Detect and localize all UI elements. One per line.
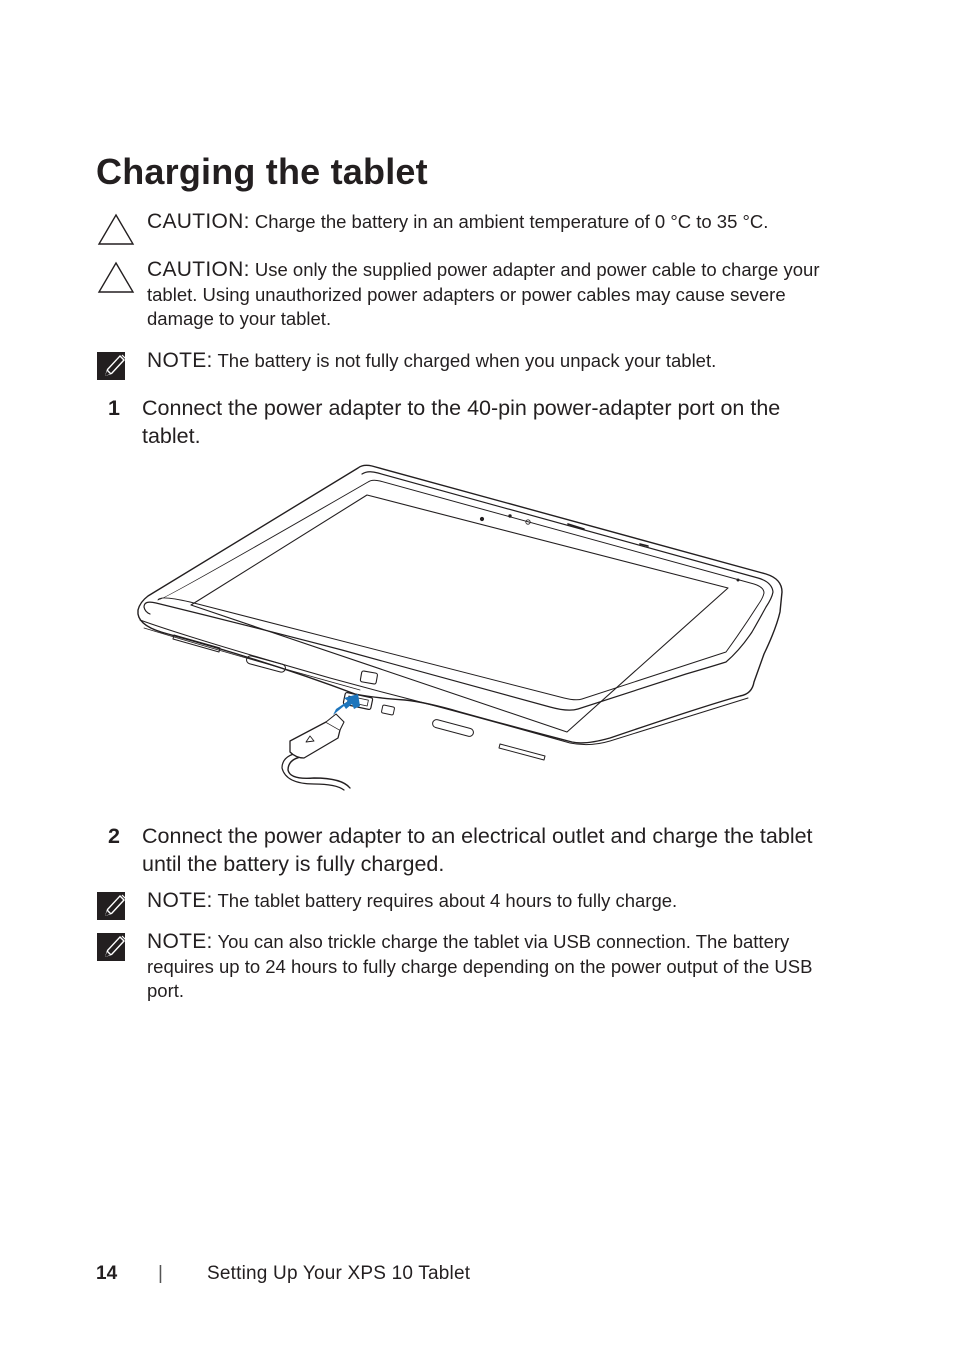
caution-triangle-icon [96,210,136,250]
footer-separator: | [158,1263,163,1284]
tablet-charging-illustration [130,462,795,797]
step-item [96,822,836,878]
insert-arrow-icon [333,694,360,715]
notice-label: CAUTION: [147,258,250,281]
notice-label: NOTE: [147,930,213,953]
step-number: 2 [108,824,120,848]
page-number: 14 [96,1263,118,1284]
note-pencil-icon [96,349,136,389]
notice-text: The tablet battery requires about 4 hours to fully charge. [217,890,678,911]
note-pencil-icon [96,930,136,970]
note-pencil-icon [96,889,136,929]
notice-text: The battery is not fully charged when you unpack your tablet. [217,350,717,371]
notice-label: CAUTION: [147,210,250,233]
notice-text: Use only the supplied power adapter and power cable to charge your tablet. Using unauthorized power adapters or power cables may cause severe damage to your tablet. [147,259,820,329]
step-text: Connect the power adapter to an electrical outlet and charge the tablet until the battery is fully charged. [142,824,813,876]
chapter-title: Setting Up Your XPS 10 Tablet [207,1263,471,1284]
caution-notice [96,258,836,338]
step-text: Connect the power adapter to the 40-pin power-adapter port on the tablet. [142,396,781,448]
notice-text: Charge the battery in an ambient temperature of 0 °C to 35 °C. [254,211,769,232]
note-notice [96,930,836,1010]
caution-notice [96,210,836,250]
caution-triangle-icon [96,258,136,298]
notice-text: You can also trickle charge the tablet via USB connection. The battery requires up to 24 hours to fully charge depending on the power output of the USB port. [147,931,813,1001]
step-number: 1 [108,396,120,420]
notice-label: NOTE: [147,889,213,912]
note-notice [96,889,836,925]
notice-label: NOTE: [147,349,213,372]
page-title: Charging the tablet [96,151,428,192]
step-item [96,394,836,450]
note-notice [96,349,836,385]
